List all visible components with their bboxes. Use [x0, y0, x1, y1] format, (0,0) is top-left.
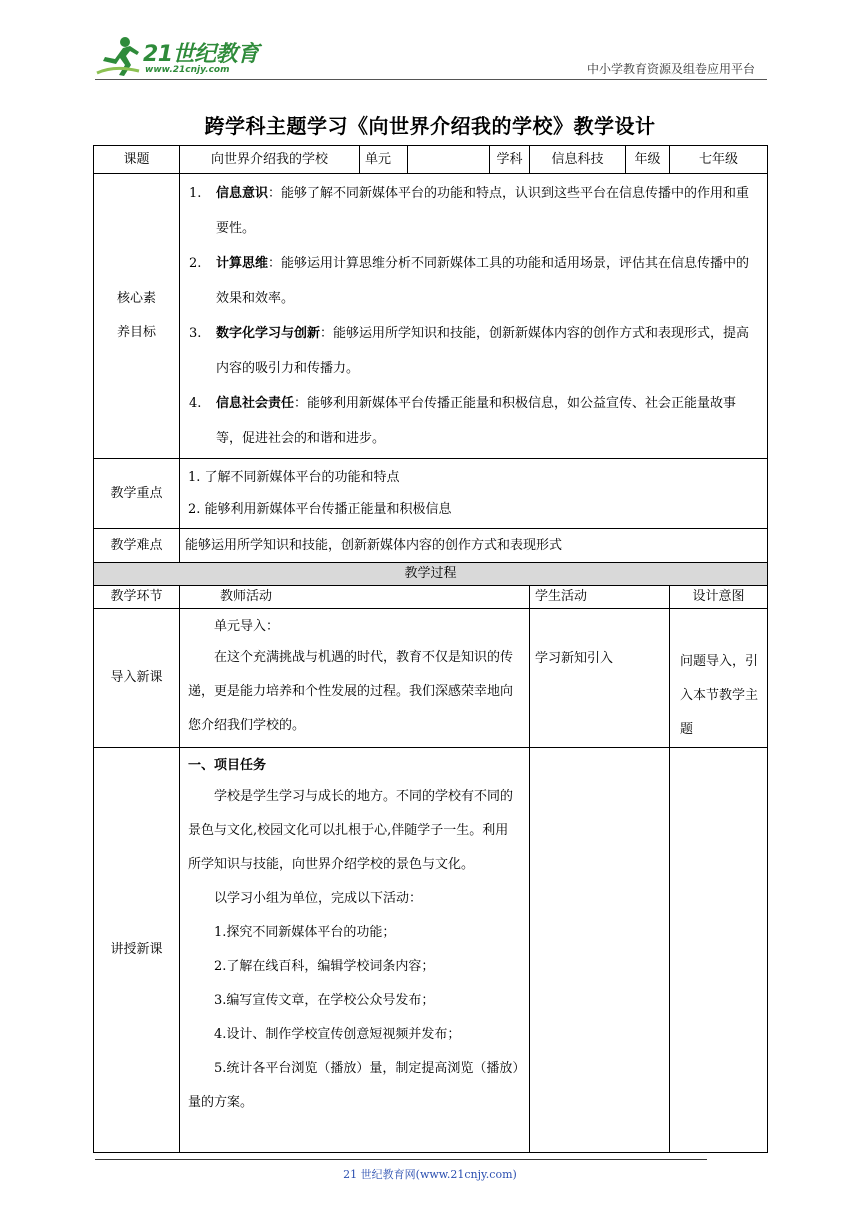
new-lesson-intent [670, 748, 768, 1153]
subject-label: 学科 [490, 146, 530, 174]
intro-title: 单元导入： [214, 619, 280, 634]
task-item: 4.设计、制作学校宣传创意短视频并发布； [214, 1027, 461, 1042]
task-item: 3.编写宣传文章，在学校公众号发布； [214, 993, 435, 1008]
goals-label-line1: 核心素 [116, 291, 156, 306]
task-item: 5.统计各平台浏览（播放）量，制定提高浏览（播放）量的方案。 [188, 1061, 519, 1110]
goals-content [180, 174, 768, 459]
logo-text: 21世纪教育 [143, 42, 259, 67]
footer-divider [95, 1159, 707, 1160]
goals-label-line2: 养目标 [116, 325, 156, 340]
unit-label: 单元 [360, 146, 408, 174]
new-lesson-student [530, 748, 670, 1153]
grade-label: 年级 [626, 146, 670, 174]
col-student: 学生活动 [530, 586, 670, 609]
goals-label [94, 174, 180, 459]
goal-item: 1. 信息意识：能够了解不同新媒体平台的功能和特点，认识到这些平台在信息传播中的作用和重要性。 [189, 186, 750, 236]
topic-value: 向世界介绍我的学校 [180, 146, 360, 174]
key-points-content [180, 459, 768, 529]
task-item: 2.了解在线百科，编辑学校词条内容； [214, 959, 435, 974]
project-paragraph: 学校是学生学习与成长的地方。不同的学校有不同的景色与文化,校园文化可以扎根于心,伴随学子一生。利用所学知识与技能，向世界介绍学校的景色与文化。 [188, 789, 514, 872]
platform-name: 中小学教育资源及组卷应用平台 [586, 62, 755, 76]
grade-value: 七年级 [670, 146, 768, 174]
project-instruction: 以学习小组为单位，完成以下活动： [214, 891, 423, 906]
new-lesson-teacher [180, 748, 530, 1153]
intro-intent: 问题导入，引入本节教学主题 [670, 609, 768, 748]
intro-text: 在这个充满挑战与机遇的时代，教育不仅是知识的传递，更是能力培养和个性发展的过程。我们深感荣幸地向您介绍我们学校的。 [188, 650, 514, 733]
subject-value: 信息科技 [530, 146, 626, 174]
difficulty-label: 教学难点 [94, 529, 180, 563]
col-teacher: 教师活动 [180, 586, 530, 609]
document-title: 跨学科主题学习《向世界介绍我的学校》教学设计 [204, 114, 656, 138]
col-intent: 设计意图 [670, 586, 768, 609]
col-stage: 教学环节 [94, 586, 180, 609]
goal-item: 2. 计算思维：能够运用计算思维分析不同新媒体工具的功能和适用场景，评估其在信息传播中的效果和效率。 [189, 256, 750, 306]
intro-teacher [180, 609, 530, 748]
difficulty-content: 能够运用所学知识和技能，创新新媒体内容的创作方式和表现形式 [180, 529, 768, 563]
task-item: 1.探究不同新媒体平台的功能； [214, 925, 396, 940]
intro-student: 学习新知引入 [530, 609, 670, 748]
runner-logo-icon [95, 35, 141, 77]
goal-item: 4. 信息社会责任：能够利用新媒体平台传播正能量和积极信息，如公益宣传、社会正能量故事等，促进社会的和谐和进步。 [189, 396, 737, 446]
key-point-item: 2. 能够利用新媒体平台传播正能量和积极信息 [188, 501, 452, 517]
unit-value [408, 146, 490, 174]
header-divider [95, 79, 767, 80]
process-band: 教学过程 [94, 563, 768, 586]
project-heading: 一、项目任务 [188, 758, 267, 773]
topic-label: 课题 [94, 146, 180, 174]
lesson-plan-table [93, 145, 768, 1153]
logo-url: www.21cnjy.com [145, 65, 230, 75]
intro-stage: 导入新课 [94, 609, 180, 748]
goal-item: 3. 数字化学习与创新：能够运用所学知识和技能，创新新媒体内容的创作方式和表现形式，提高内容的吸引力和传播力。 [189, 326, 750, 376]
key-point-item: 1. 了解不同新媒体平台的功能和特点 [188, 469, 400, 485]
new-lesson-stage: 讲授新课 [94, 748, 180, 1153]
site-logo [95, 35, 260, 80]
footer-text: 21 世纪教育网(www.21cnjy.com) [343, 1168, 517, 1181]
key-points-label: 教学重点 [94, 459, 180, 529]
